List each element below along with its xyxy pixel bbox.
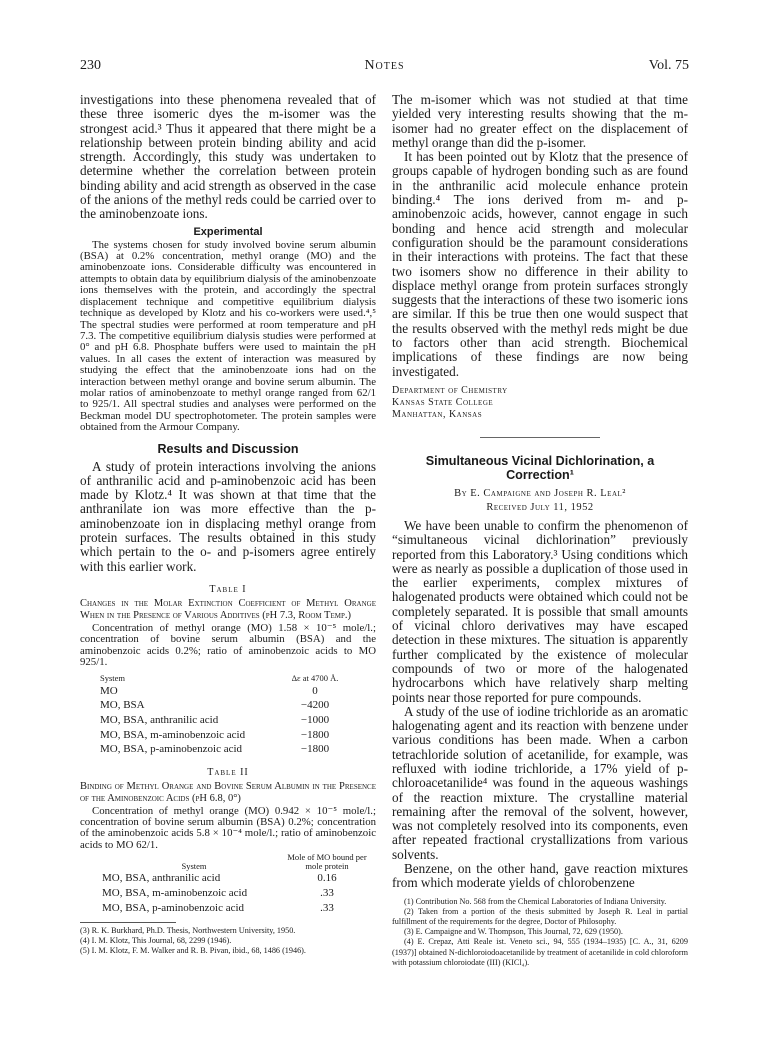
footnote-rule (80, 922, 176, 923)
table-row (102, 871, 368, 886)
table2-label: Table II (207, 766, 249, 778)
article2-title: Simultaneous Vicinal Dichlorination, a Correction¹ (425, 453, 655, 482)
cell-system: MO, BSA (100, 699, 145, 712)
cell-value: .33 (320, 887, 334, 900)
cell-value: −1800 (300, 728, 330, 741)
table2-note: Concentration of methyl orange (MO) 0.942 × 10⁻⁵ mole/l.; concentration of bovine serum albumin (BSA) 0.2%; concentration of the aminobenzoic acids 5.8 × 10⁻⁴ mole/l.; ratio of aminobenzoic acids to MO 62/1. (80, 804, 376, 851)
footnote: (2) Taken from a portion of the thesis submitted by Joseph R. Leal in partial fulfillment of the requirements for the degree, Doctor of Philosophy. (392, 906, 688, 927)
table-row (100, 698, 360, 713)
page-number: 230 (80, 58, 101, 73)
cell-value: .33 (320, 901, 334, 914)
page-header (80, 58, 689, 76)
continuation-paragraph: The m-isomer which was not studied at that time yielded very interesting results showing that the m-isomer had no greater effect on the displacement of methyl orange than did the p-isomer. (392, 92, 688, 150)
cell-system: MO, BSA, m-aminobenzoic acid (102, 887, 248, 900)
cell-system: MO, BSA, m-aminobenzoic acid (100, 728, 246, 741)
table2-header-system: System (181, 861, 207, 872)
table1-header-system: System (100, 672, 126, 683)
table-row (102, 886, 368, 901)
footnote: (3) E. Campaigne and W. Thompson, This Journal, 72, 629 (1950). (404, 927, 623, 937)
cell-system: MO, BSA, p-aminobenzoic acid (100, 743, 243, 756)
cell-system: MO, BSA, anthranilic acid (100, 714, 219, 727)
article2-authors: By E. Campaigne and Joseph R. Leal² (454, 487, 626, 499)
experimental-heading: Experimental (193, 225, 263, 238)
cell-value: 0.16 (317, 872, 337, 885)
right-footnotes (392, 897, 688, 968)
cell-value: −1000 (300, 714, 330, 727)
table2 (102, 853, 368, 915)
table2-header-value: Mole of MO bound per mole protein (287, 852, 367, 872)
address-line: Kansas State College (392, 396, 494, 408)
footnote: (1) Contribution No. 568 from the Chemical Laboratories of Indiana University. (404, 896, 667, 906)
intro-paragraph: investigations into these phenomena revealed that of these three isomeric dyes the m-isomer was the strongest acid.³ Thus it appeared that there might be a relationship between protein binding ability and acid strength. Accordingly, this study was undertaken to determine whether the correlation between protein binding ability and acid strength as observed in the case of the anions of the methyl reds could be carried over to the aminobenzoate ions. (80, 92, 376, 222)
address-line: Manhattan, Kansas (392, 408, 483, 420)
table-row (100, 742, 360, 757)
address-line: Department of Chemistry (392, 384, 508, 396)
article2-paragraph-3: Benzene, on the other hand, gave reaction mixtures from which moderate yields of chlorobenzene (392, 861, 688, 891)
footnote: (5) I. M. Klotz, F. M. Walker and R. B. Pivan, ibid., 68, 1486 (1946). (80, 946, 306, 956)
left-column (80, 93, 376, 957)
cell-value: −1800 (300, 743, 330, 756)
results-heading: Results and Discussion (157, 441, 299, 456)
cell-system: MO (100, 684, 118, 697)
table1-header-value: Δε at 4700 Å. (291, 672, 339, 683)
cell-system: MO, BSA, anthranilic acid (102, 872, 221, 885)
experimental-text: The systems chosen for study involved bovine serum albumin (BSA) at 0.2% concentration, methyl orange (MO) and the aminobenzoate ions. Considerable difficulty was encountered in attempts to obtain data by equilibrium dialysis of the aminobenzoate ions themselves with the protein, and accordingly the spectral displacement technique and competitive equilibrium dialysis technique as developed by Klotz and his co-workers were used.⁴,⁵ The spectral studies were performed at room temperature and pH 7.3. The competitive equilibrium dialysis studies were performed at 0° and pH 6.8. Phosphate buffers were used to maintain the pH values. In all cases the extent of interaction was measured by studying the effect that the aminobenzoate ions had on the interaction between methyl orange and bovine serum albumin. The molar ratios of aminobenzoate to methyl orange ranged from 62/1 to 925/1. All spectral studies and analyses were performed on the Beckman model DU spectrophotometer. The protein samples were obtained from the Armour Company. (80, 238, 376, 434)
left-footnotes (80, 926, 376, 957)
discussion-paragraph: It has been pointed out by Klotz that the presence of groups capable of hydrogen bonding such as are found in the anthranilic acid molecule enhance protein binding.⁴ The ions derived from m- and p-aminobenzoic acids, however, cannot engage in such bonding and hence acid strength and molecular configuration should be the paramount considerations in their interactions with proteins. The fact that these two isomers show no difference in their ability to displace methyl orange from protein surfaces strongly suggests that the interactions of these two isomeric ions are similar. If this be true then one would suspect that the results observed with the methyl reds might be due to factors other than acid strength. Biochemical implications of these findings are now being investigated. (392, 149, 688, 379)
cell-system: MO, BSA, p-aminobenzoic acid (102, 901, 245, 914)
table1-caption: Changes in the Molar Extinction Coefficient of Methyl Orange When in the Presence of Various Additives (pH 7.3, Room Temp.) (80, 597, 376, 622)
article2-received: Received July 11, 1952 (486, 501, 594, 513)
table-row (102, 900, 368, 915)
cell-value: 0 (312, 684, 318, 697)
article2-paragraph-2: A study of the use of iodine trichloride as an aromatic halogenating agent and its reaction with benzene under various conditions has been made. When a carbon tetrachloride solution of acetanilide, for example, was refluxed with iodine trichloride, a 17% yield of p-chloroacetanilide⁴ was found in the aqueous washings of the reaction mixture. The crystalline material remaining after the removal of the solvent, however, was not completely resolved into its components, even after repeated fractional crystallizations from various solvents. (392, 703, 688, 862)
table1-label: Table I (209, 583, 247, 595)
results-text: A study of protein interactions involving the anions of anthranilic acid and p-aminobenzoic acid has been made by Klotz.⁴ It was shown at that time that the anthranilate ion was more effective than the p-aminobenzoate ion in displacing methyl orange from protein surfaces. The results obtained in this study which pertain to the o- and p-isomers agree entirely with this earlier work. (80, 458, 376, 574)
table-row (100, 727, 360, 742)
volume-number: Vol. 75 (648, 58, 689, 73)
article2-paragraph-1: We have been unable to confirm the phenomenon of “simultaneous vicinal dichlorination” previously reported from this Laboratory.³ Using conditions which were as nearly as possible a duplication of those used in the earlier experiments, complex mixtures of halogenated products were obtained which could not be completely separated. It is possible that small amounts of vicinal chloro derivatives may have escaped detection in these mixtures. The situation is apparently further complicated by the existence of molecular compounds of two or more of the halogenated hydrocarbons which have relatively sharp melting points near those reported for pure compounds. (392, 517, 688, 705)
table-row (100, 684, 360, 699)
footnote: (3) R. K. Burkhard, Ph.D. Thesis, Northwestern University, 1950. (80, 925, 296, 935)
affiliation (392, 385, 688, 421)
section-title: Notes (364, 58, 405, 73)
article-divider (480, 437, 600, 438)
table2-caption: Binding of Methyl Orange and Bovine Serum Albumin in the Presence of the Aminobenzoic Acids (pH 6.8, 0°) (80, 780, 376, 805)
cell-value: −4200 (300, 699, 330, 712)
table-row (100, 713, 360, 728)
table1-note: Concentration of methyl orange (MO) 1.58 × 10⁻⁵ mole/l.; concentration of bovine serum albumin (BSA) and the aminobenzoic acids 0.2%; ratio of aminobenzoic acids to MO 925/1. (80, 621, 376, 669)
table1 (100, 672, 360, 757)
footnote: (4) I. M. Klotz, This Journal, 68, 2299 (1946). (80, 936, 232, 946)
right-column (392, 93, 688, 968)
footnote: (4) E. Crepaz, Atti Reale ist. Veneto sci., 94, 555 (1934–1935) [C. A., 31, 6209 (1937)] obtained N-dichloroiodoacetanilide by treatment of acetanilide in cold chloroform with potassium chloroiodate (III) (KICl₄). (392, 937, 688, 967)
